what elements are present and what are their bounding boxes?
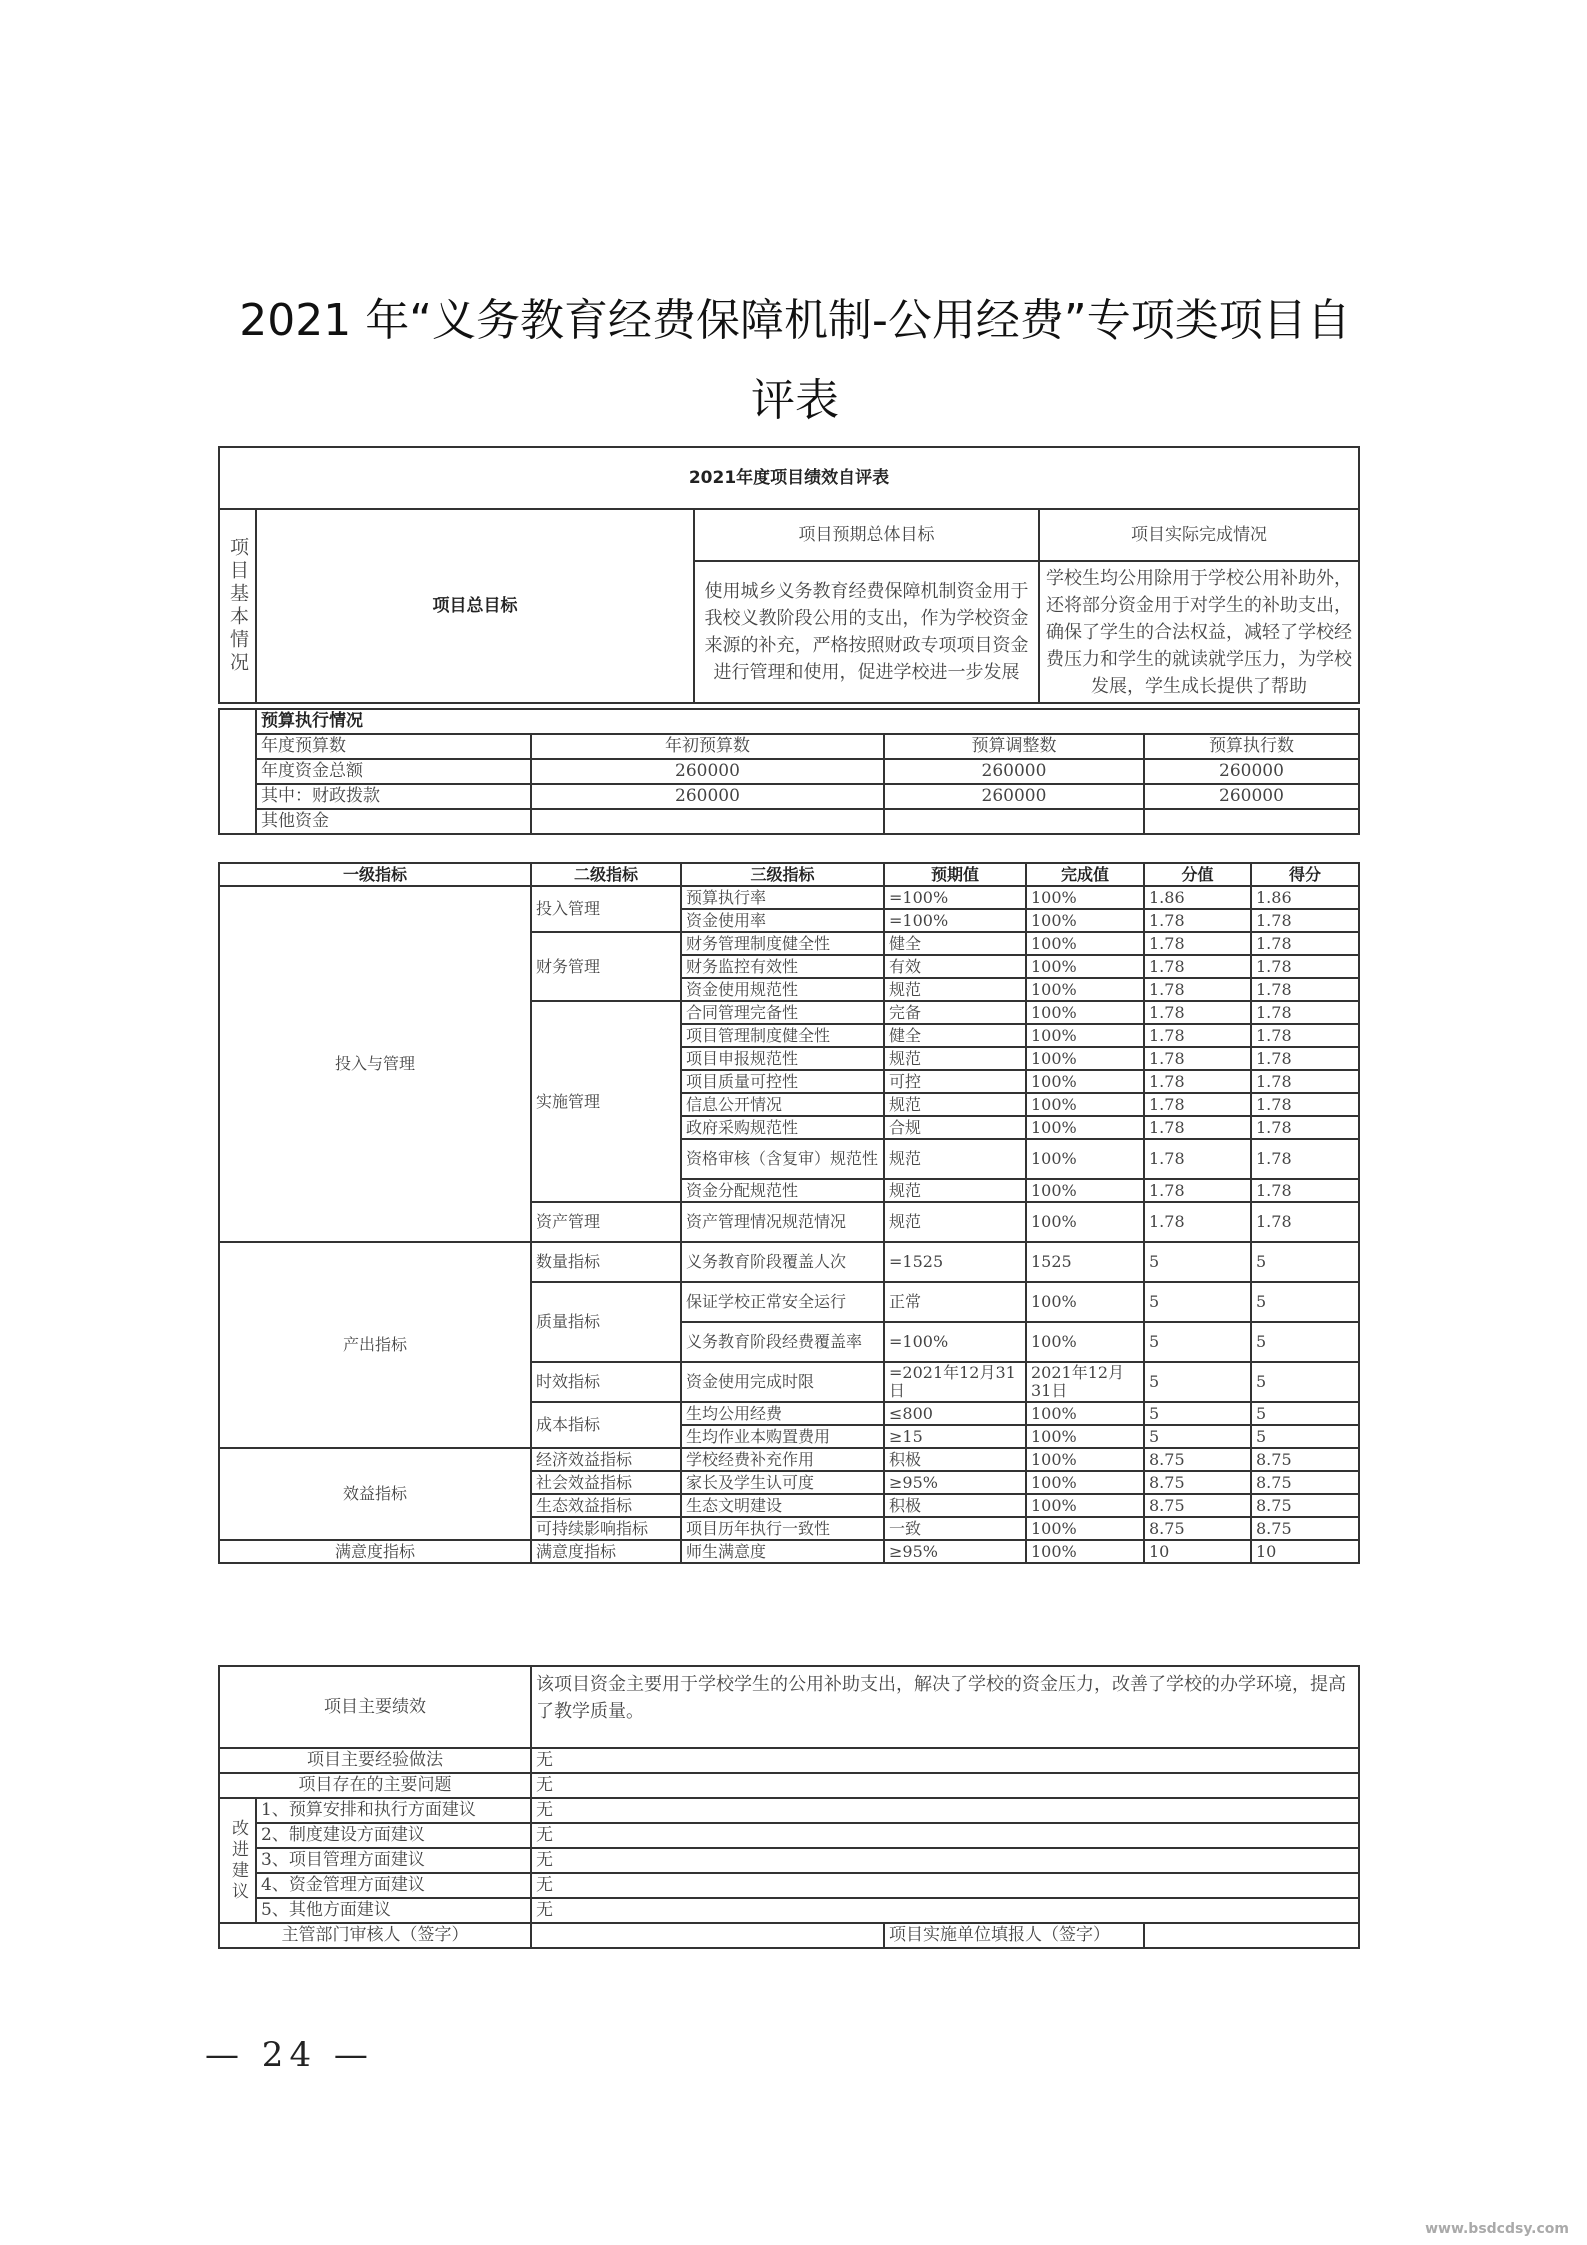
score-value: 8.75 <box>1251 1448 1359 1471</box>
actual-value: 100% <box>1026 1070 1144 1093</box>
score-value: 1.78 <box>1251 1070 1359 1093</box>
weight-value: 8.75 <box>1144 1517 1251 1540</box>
suggestion-label: 3、项目管理方面建议 <box>256 1848 531 1873</box>
weight-value: 5 <box>1144 1425 1251 1448</box>
score-value: 1.78 <box>1251 1024 1359 1047</box>
problems-value: 无 <box>531 1773 1359 1798</box>
score-value: 5 <box>1251 1402 1359 1425</box>
suggestion-value: 无 <box>531 1798 1359 1823</box>
level1-indicator: 效益指标 <box>219 1448 531 1540</box>
level3-indicator: 义务教育阶段覆盖人次 <box>681 1242 884 1282</box>
reviewer-signature-field[interactable] <box>531 1923 884 1948</box>
weight-value: 1.78 <box>1144 1001 1251 1024</box>
suggestion-value: 无 <box>531 1848 1359 1873</box>
suggestion-label: 5、其他方面建议 <box>256 1898 531 1923</box>
level3-indicator: 资格审核（含复审）规范性 <box>681 1139 884 1179</box>
level3-indicator: 生态文明建设 <box>681 1494 884 1517</box>
actual-value: 100% <box>1026 909 1144 932</box>
level3-indicator: 义务教育阶段经费覆盖率 <box>681 1322 884 1362</box>
level2-indicator: 可持续影响指标 <box>531 1517 681 1540</box>
level3-indicator: 财务监控有效性 <box>681 955 884 978</box>
weight-value: 1.78 <box>1144 1139 1251 1179</box>
weight-value: 10 <box>1144 1540 1251 1563</box>
budget-executed <box>1144 809 1359 834</box>
weight-value: 1.78 <box>1144 978 1251 1001</box>
title-line-2: 评表 <box>751 375 839 426</box>
budget-executed: 260000 <box>1144 784 1359 809</box>
actual-value: 100% <box>1026 1139 1144 1179</box>
budget-initial <box>531 809 884 834</box>
actual-value: 1525 <box>1026 1242 1144 1282</box>
level3-indicator: 生均公用经费 <box>681 1402 884 1425</box>
indicator-header: 分值 <box>1144 863 1251 886</box>
level3-indicator: 项目管理制度健全性 <box>681 1024 884 1047</box>
score-value: 1.78 <box>1251 932 1359 955</box>
level2-indicator: 质量指标 <box>531 1282 681 1362</box>
level2-indicator: 社会效益指标 <box>531 1471 681 1494</box>
budget-header: 预算执行数 <box>1144 734 1359 759</box>
level2-indicator: 资产管理 <box>531 1202 681 1242</box>
expected-value: =100% <box>884 886 1026 909</box>
budget-header: 年度预算数 <box>256 734 531 759</box>
weight-value: 8.75 <box>1144 1471 1251 1494</box>
weight-value: 1.78 <box>1144 1179 1251 1202</box>
score-value: 5 <box>1251 1425 1359 1448</box>
actual-value: 100% <box>1026 1471 1144 1494</box>
expected-value: ≥95% <box>884 1471 1026 1494</box>
budget-table <box>218 708 1360 835</box>
experience-label: 项目主要经验做法 <box>219 1748 531 1773</box>
actual-value: 100% <box>1026 886 1144 909</box>
expected-value: 规范 <box>884 1093 1026 1116</box>
expected-value: 规范 <box>884 978 1026 1001</box>
budget-header-row <box>219 734 1359 759</box>
expected-value: =100% <box>884 909 1026 932</box>
indicator-row <box>219 1540 1359 1563</box>
actual-value: 100% <box>1026 1202 1144 1242</box>
indicator-row <box>219 1242 1359 1282</box>
weight-value: 1.78 <box>1144 1024 1251 1047</box>
score-value: 1.78 <box>1251 1116 1359 1139</box>
suggestion-value: 无 <box>531 1898 1359 1923</box>
watermark-text: www.bsdcdsy.com <box>1425 2221 1569 2237</box>
indicator-header: 二级指标 <box>531 863 681 886</box>
score-value: 8.75 <box>1251 1494 1359 1517</box>
expected-value: =100% <box>884 1322 1026 1362</box>
level2-indicator: 数量指标 <box>531 1242 681 1282</box>
expected-value: 正常 <box>884 1282 1026 1322</box>
budget-side-blank <box>219 709 256 834</box>
suggestion-label: 1、预算安排和执行方面建议 <box>256 1798 531 1823</box>
expected-value: ≥95% <box>884 1540 1026 1563</box>
suggestion-value: 无 <box>531 1823 1359 1848</box>
actual-value: 100% <box>1026 1116 1144 1139</box>
level2-indicator: 时效指标 <box>531 1362 681 1402</box>
budget-adjusted <box>884 809 1144 834</box>
experience-value: 无 <box>531 1748 1359 1773</box>
actual-value: 100% <box>1026 1425 1144 1448</box>
score-value: 8.75 <box>1251 1517 1359 1540</box>
budget-adjusted: 260000 <box>884 759 1144 784</box>
expected-value: 规范 <box>884 1047 1026 1070</box>
score-value: 1.78 <box>1251 1202 1359 1242</box>
budget-header: 预算调整数 <box>884 734 1144 759</box>
level3-indicator: 学校经费补充作用 <box>681 1448 884 1471</box>
weight-value: 8.75 <box>1144 1448 1251 1471</box>
actual-value: 100% <box>1026 1024 1144 1047</box>
indicator-row <box>219 886 1359 909</box>
budget-header: 年初预算数 <box>531 734 884 759</box>
budget-executed: 260000 <box>1144 759 1359 784</box>
weight-value: 1.78 <box>1144 1047 1251 1070</box>
score-value: 1.78 <box>1251 1139 1359 1179</box>
score-value: 1.78 <box>1251 978 1359 1001</box>
page-number: — 24 — <box>205 2035 374 2075</box>
weight-value: 1.78 <box>1144 909 1251 932</box>
actual-value: 100% <box>1026 955 1144 978</box>
indicator-header: 完成值 <box>1026 863 1144 886</box>
level3-indicator: 合同管理完备性 <box>681 1001 884 1024</box>
weight-value: 5 <box>1144 1322 1251 1362</box>
score-value: 1.78 <box>1251 1093 1359 1116</box>
budget-section-label: 预算执行情况 <box>256 709 1359 734</box>
expected-goal-header: 项目预期总体目标 <box>694 509 1039 561</box>
budget-row <box>219 759 1359 784</box>
level1-indicator: 投入与管理 <box>219 886 531 1242</box>
title-line-1: 2021 年“义务教育经费保障机制-公用经费”专项类项目自 <box>239 295 1351 346</box>
weight-value: 1.86 <box>1144 886 1251 909</box>
level3-indicator: 项目申报规范性 <box>681 1047 884 1070</box>
expected-value: 有效 <box>884 955 1026 978</box>
budget-row <box>219 784 1359 809</box>
actual-completion-text: 学校生均公用除用于学校公用补助外，还将部分资金用于对学生的补助支出，确保了学生的合法权益，减轻了学校经费压力和学生的就读就学压力，为学校发展，学生成长提供了帮助 <box>1039 561 1359 703</box>
level3-indicator: 保证学校正常安全运行 <box>681 1282 884 1322</box>
level2-indicator: 满意度指标 <box>531 1540 681 1563</box>
score-value: 5 <box>1251 1322 1359 1362</box>
level3-indicator: 师生满意度 <box>681 1540 884 1563</box>
problems-label: 项目存在的主要问题 <box>219 1773 531 1798</box>
expected-value: 规范 <box>884 1179 1026 1202</box>
indicator-row <box>219 1448 1359 1471</box>
performance-label: 项目主要绩效 <box>219 1666 531 1748</box>
weight-value: 1.78 <box>1144 932 1251 955</box>
actual-value: 100% <box>1026 1494 1144 1517</box>
budget-row <box>219 809 1359 834</box>
weight-value: 1.78 <box>1144 1202 1251 1242</box>
actual-value: 100% <box>1026 978 1144 1001</box>
indicator-header: 得分 <box>1251 863 1359 886</box>
weight-value: 5 <box>1144 1282 1251 1322</box>
level2-indicator: 投入管理 <box>531 886 681 932</box>
score-value: 10 <box>1251 1540 1359 1563</box>
budget-initial: 260000 <box>531 784 884 809</box>
score-value: 1.78 <box>1251 1047 1359 1070</box>
expected-value: 积极 <box>884 1494 1026 1517</box>
level3-indicator: 项目历年执行一致性 <box>681 1517 884 1540</box>
score-value: 1.86 <box>1251 886 1359 909</box>
weight-value: 1.78 <box>1144 1116 1251 1139</box>
level3-indicator: 家长及学生认可度 <box>681 1471 884 1494</box>
budget-row-label: 其中：财政拨款 <box>256 784 531 809</box>
actual-value: 100% <box>1026 1001 1144 1024</box>
score-value: 5 <box>1251 1242 1359 1282</box>
summary-table <box>218 1665 1360 1949</box>
expected-value: 规范 <box>884 1202 1026 1242</box>
score-value: 1.78 <box>1251 1179 1359 1202</box>
filler-signature-field[interactable] <box>1144 1923 1359 1948</box>
level3-indicator: 资金使用规范性 <box>681 978 884 1001</box>
expected-value: =2021年12月31日 <box>884 1362 1026 1402</box>
weight-value: 8.75 <box>1144 1494 1251 1517</box>
expected-value: 可控 <box>884 1070 1026 1093</box>
expected-value: 积极 <box>884 1448 1026 1471</box>
expected-value: ≥15 <box>884 1425 1026 1448</box>
suggestions-label: 改进建议 <box>219 1798 256 1923</box>
level3-indicator: 项目质量可控性 <box>681 1070 884 1093</box>
filler-label: 项目实施单位填报人（签字） <box>884 1923 1144 1948</box>
suggestion-label: 2、制度建设方面建议 <box>256 1823 531 1848</box>
expected-value: 一致 <box>884 1517 1026 1540</box>
actual-value: 100% <box>1026 1322 1144 1362</box>
level3-indicator: 资金分配规范性 <box>681 1179 884 1202</box>
level3-indicator: 资金使用完成时限 <box>681 1362 884 1402</box>
level3-indicator: 信息公开情况 <box>681 1093 884 1116</box>
indicator-header: 预期值 <box>884 863 1026 886</box>
side-label-basic-info: 项目基本情况 <box>219 509 256 703</box>
indicator-header: 一级指标 <box>219 863 531 886</box>
actual-value: 100% <box>1026 1093 1144 1116</box>
level3-indicator: 政府采购规范性 <box>681 1116 884 1139</box>
level3-indicator: 财务管理制度健全性 <box>681 932 884 955</box>
budget-adjusted: 260000 <box>884 784 1144 809</box>
expected-value: 健全 <box>884 932 1026 955</box>
level1-indicator: 满意度指标 <box>219 1540 531 1563</box>
expected-goal-text: 使用城乡义务教育经费保障机制资金用于我校义教阶段公用的支出，作为学校资金来源的补充，严格按照财政专项项目资金进行管理和使用，促进学校进一步发展 <box>694 561 1039 703</box>
suggestion-label: 4、资金管理方面建议 <box>256 1873 531 1898</box>
suggestion-value: 无 <box>531 1873 1359 1898</box>
budget-initial: 260000 <box>531 759 884 784</box>
expected-value: 规范 <box>884 1139 1026 1179</box>
score-value: 1.78 <box>1251 909 1359 932</box>
level3-indicator: 资金使用率 <box>681 909 884 932</box>
table-title: 2021年度项目绩效自评表 <box>219 447 1359 509</box>
score-value: 5 <box>1251 1362 1359 1402</box>
score-value: 5 <box>1251 1282 1359 1322</box>
document-title <box>200 285 1390 437</box>
indicator-header: 三级指标 <box>681 863 884 886</box>
weight-value: 5 <box>1144 1362 1251 1402</box>
score-value: 1.78 <box>1251 1001 1359 1024</box>
actual-value: 100% <box>1026 1282 1144 1322</box>
level3-indicator: 资产管理情况规范情况 <box>681 1202 884 1242</box>
expected-value: =1525 <box>884 1242 1026 1282</box>
level1-indicator: 产出指标 <box>219 1242 531 1448</box>
actual-value: 100% <box>1026 1047 1144 1070</box>
goal-label: 项目总目标 <box>256 509 694 703</box>
weight-value: 1.78 <box>1144 955 1251 978</box>
weight-value: 5 <box>1144 1402 1251 1425</box>
weight-value: 5 <box>1144 1242 1251 1282</box>
budget-row-label: 年度资金总额 <box>256 759 531 784</box>
level3-indicator: 生均作业本购置费用 <box>681 1425 884 1448</box>
expected-value: ≤800 <box>884 1402 1026 1425</box>
overview-table <box>218 446 1360 704</box>
reviewer-label: 主管部门审核人（签字） <box>219 1923 531 1948</box>
score-value: 8.75 <box>1251 1471 1359 1494</box>
actual-value: 2021年12月31日 <box>1026 1362 1144 1402</box>
actual-value: 100% <box>1026 1448 1144 1471</box>
weight-value: 1.78 <box>1144 1070 1251 1093</box>
indicators-table <box>218 862 1360 1564</box>
performance-text: 该项目资金主要用于学校学生的公用补助支出，解决了学校的资金压力，改善了学校的办学环境，提高了教学质量。 <box>531 1666 1359 1748</box>
level2-indicator: 成本指标 <box>531 1402 681 1448</box>
actual-completion-header: 项目实际完成情况 <box>1039 509 1359 561</box>
weight-value: 1.78 <box>1144 1093 1251 1116</box>
expected-value: 健全 <box>884 1024 1026 1047</box>
budget-row-label: 其他资金 <box>256 809 531 834</box>
level2-indicator: 经济效益指标 <box>531 1448 681 1471</box>
level2-indicator: 财务管理 <box>531 932 681 1001</box>
expected-value: 完备 <box>884 1001 1026 1024</box>
level3-indicator: 预算执行率 <box>681 886 884 909</box>
actual-value: 100% <box>1026 1540 1144 1563</box>
expected-value: 合规 <box>884 1116 1026 1139</box>
actual-value: 100% <box>1026 1179 1144 1202</box>
actual-value: 100% <box>1026 1402 1144 1425</box>
score-value: 1.78 <box>1251 955 1359 978</box>
indicators-header-row <box>219 863 1359 886</box>
level2-indicator: 实施管理 <box>531 1001 681 1202</box>
actual-value: 100% <box>1026 1517 1144 1540</box>
level2-indicator: 生态效益指标 <box>531 1494 681 1517</box>
actual-value: 100% <box>1026 932 1144 955</box>
